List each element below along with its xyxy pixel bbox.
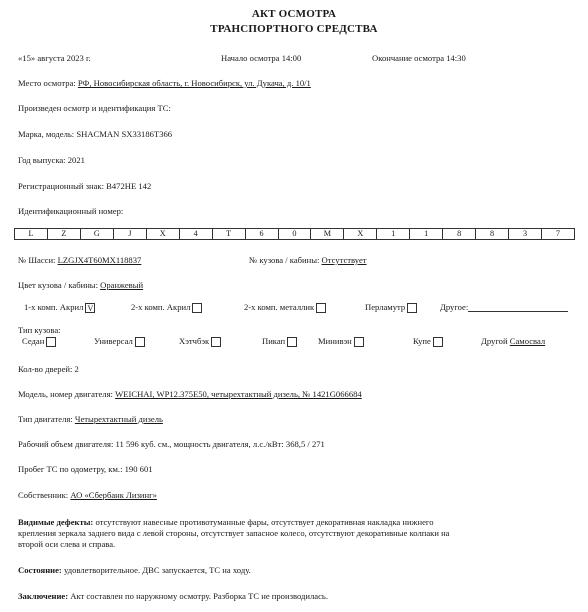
vin-cell: X xyxy=(147,229,180,239)
defects-text-2: крепления зеркала заднего вида с левой стороны, отсутствует запасное колесо, отсутствуют декоративные колпаки на xyxy=(18,528,450,538)
paint-option-2 xyxy=(131,302,202,313)
paint-option-4-checkbox[interactable] xyxy=(407,303,417,313)
conclusion-value: Акт составлен по наружному осмотру. Разборка ТС не производилась. xyxy=(70,591,328,601)
paint-option-1 xyxy=(24,302,95,313)
vin-cell: G xyxy=(81,229,114,239)
engine-type-row xyxy=(18,414,163,424)
engine-model-label: Модель, номер двигателя: xyxy=(18,389,113,399)
body-type-checkbox[interactable] xyxy=(135,337,145,347)
engine-volume-label: Рабочий объем двигателя: xyxy=(18,439,114,449)
body-type-checkbox[interactable] xyxy=(211,337,221,347)
vin-cell: 8 xyxy=(443,229,476,239)
body-type-option xyxy=(179,336,221,347)
make-model-label: Марка, модель: xyxy=(18,129,75,139)
body-type-other-value: Самосвал xyxy=(509,336,546,346)
body-number-label: № кузова / кабины: xyxy=(249,255,320,265)
engine-volume-value: 11 596 куб. см., мощность двигателя, л.с./кВт: 368,5 / 271 xyxy=(115,439,325,449)
body-type-option-label: Купе xyxy=(413,336,431,346)
inspection-end: Окончание осмотра 14:30 xyxy=(372,53,466,63)
vin-cell: T xyxy=(213,229,246,239)
body-number-value: Отсутствует xyxy=(321,255,367,265)
body-type-label: Тип кузова: xyxy=(18,325,61,335)
defects-label: Видимые дефекты: xyxy=(18,517,94,527)
body-type-option-label: Минивэн xyxy=(318,336,352,346)
body-type-option xyxy=(318,336,364,347)
reg-plate-row xyxy=(18,181,151,191)
mileage-label: Пробег ТС по одометру, км.: xyxy=(18,464,123,474)
year-row xyxy=(18,155,85,165)
chassis-label: № Шасси: xyxy=(18,255,56,265)
vin-cell: 1 xyxy=(377,229,410,239)
body-type-checkbox[interactable] xyxy=(354,337,364,347)
body-type-option-label: Седан xyxy=(22,336,45,346)
engine-volume-row xyxy=(18,439,325,449)
doors-label: Кол-во дверей: xyxy=(18,364,73,374)
engine-model-row xyxy=(18,389,362,399)
vin-cell: X xyxy=(344,229,377,239)
body-type-option-label: Универсал xyxy=(94,336,133,346)
make-model-value: SHACMAN SX33186T366 xyxy=(76,129,173,139)
vin-cell: 4 xyxy=(180,229,213,239)
paint-option-3-checkbox[interactable] xyxy=(316,303,326,313)
reg-plate-value: В472НЕ 142 xyxy=(106,181,152,191)
paint-other xyxy=(440,302,568,312)
paint-other-line[interactable] xyxy=(468,302,568,312)
vin-cell: 7 xyxy=(555,229,561,238)
act-date: «15» августа 2023 г. xyxy=(18,53,91,63)
paint-option-4 xyxy=(365,302,417,313)
vin-cell: 0 xyxy=(279,229,312,239)
year-value: 2021 xyxy=(67,155,85,165)
color-value: Оранжевый xyxy=(100,280,144,290)
reg-plate-label: Регистрационный знак: xyxy=(18,181,104,191)
paint-option-1-checkbox[interactable]: V xyxy=(85,303,95,313)
body-type-option xyxy=(413,336,443,347)
paint-option-1-label: 1-х комп. Акрил xyxy=(24,302,84,312)
body-type-option-label: Пикап xyxy=(262,336,286,346)
owner-row xyxy=(18,490,157,500)
paint-option-2-checkbox[interactable] xyxy=(192,303,202,313)
body-type-other xyxy=(481,336,545,346)
condition-row xyxy=(18,565,251,575)
body-type-option xyxy=(94,336,145,347)
doors-value: 2 xyxy=(74,364,79,374)
place-row xyxy=(18,78,311,88)
defects-text-1: отсутствуют навесные противотуманные фары, отсутствует декоративная накладка нижнего xyxy=(95,517,434,527)
color-row xyxy=(18,280,143,290)
paint-other-label: Другое: xyxy=(440,302,469,312)
vin-cell: 3 xyxy=(509,229,542,239)
body-type-option xyxy=(262,336,297,347)
conclusion-row xyxy=(18,591,328,601)
condition-value: удовлетворительное. ДВС запускается, ТС на ходу. xyxy=(63,565,251,575)
body-type-option-label: Хэтчбэк xyxy=(179,336,210,346)
document-title-line2: ТРАНСПОРТНОГО СРЕДСТВА xyxy=(210,23,378,35)
mileage-value: 190 601 xyxy=(124,464,153,474)
defects-line1 xyxy=(18,517,434,527)
mileage-row xyxy=(18,464,153,474)
vin-grid xyxy=(14,228,575,240)
vin-cell: 8 xyxy=(476,229,509,239)
owner-label: Собственник: xyxy=(18,490,69,500)
document-title-line1: АКТ ОСМОТРА xyxy=(251,8,337,20)
make-model-row xyxy=(18,129,172,139)
defects-text-3: второй оси слева и справа. xyxy=(18,539,116,549)
vin-cell: J xyxy=(114,229,147,239)
vin-cell: 6 xyxy=(246,229,279,239)
body-type-checkbox[interactable] xyxy=(433,337,443,347)
vin-cell: L xyxy=(15,229,48,239)
color-label: Цвет кузова / кабины: xyxy=(18,280,98,290)
vin-cell: M xyxy=(311,229,344,239)
owner-value: АО «Сбербанк Лизинг» xyxy=(70,490,157,500)
condition-label: Состояние: xyxy=(18,565,62,575)
inspection-start: Начало осмотра 14:00 xyxy=(221,53,302,63)
place-value: РФ, Новосибирская область, г. Новосибирск, ул. Дукача, д. 10/1 xyxy=(77,78,311,88)
body-number-row xyxy=(249,255,367,265)
body-type-checkbox[interactable] xyxy=(46,337,56,347)
paint-option-4-label: Перламутр xyxy=(365,302,406,312)
inspection-note: Произведен осмотр и идентификация ТС: xyxy=(18,103,171,113)
doors-row xyxy=(18,364,79,374)
vin-cell: Z xyxy=(48,229,81,239)
body-type-other-label: Другой xyxy=(481,336,508,346)
engine-type-value: Четырехтактный дизель xyxy=(74,414,163,424)
paint-option-3-label: 2-х комп. металлик xyxy=(244,302,315,312)
body-type-checkbox[interactable] xyxy=(287,337,297,347)
vin-label: Идентификационный номер: xyxy=(18,206,124,216)
paint-option-2-label: 2-х комп. Акрил xyxy=(131,302,191,312)
vin-cell: 1 xyxy=(410,229,443,239)
body-type-option xyxy=(22,336,56,347)
chassis-row xyxy=(18,255,141,265)
paint-option-3 xyxy=(244,302,326,313)
engine-model-value: WEICHAI, WP12.375E50, четырехтактный дизель, № 1421G066684 xyxy=(115,389,362,399)
place-label: Место осмотра: xyxy=(18,78,76,88)
conclusion-label: Заключение: xyxy=(18,591,69,601)
chassis-value: LZGJX4T60MX118837 xyxy=(57,255,142,265)
year-label: Год выпуска: xyxy=(18,155,66,165)
engine-type-label: Тип двигателя: xyxy=(18,414,73,424)
